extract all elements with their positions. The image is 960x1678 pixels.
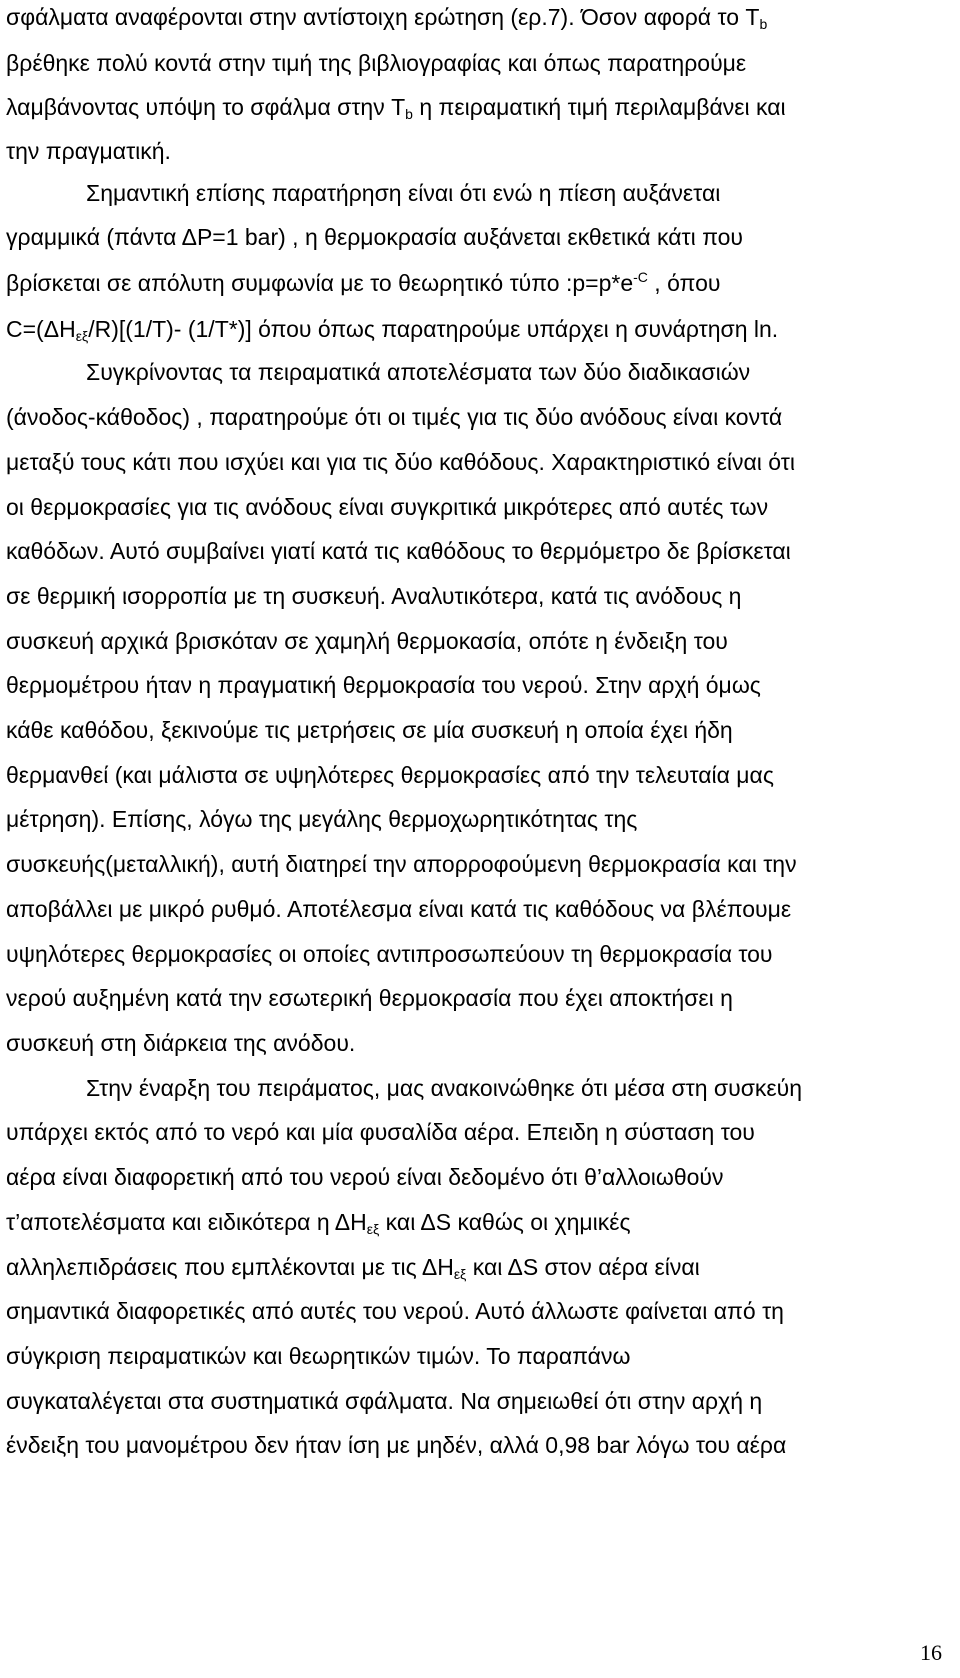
text-line: νερού αυξημένη κατά την εσωτερική θερμοκρασία που έχει αποκτήσει η xyxy=(6,985,733,1011)
text-line: μέτρηση). Επίσης, λόγω της μεγάλης θερμοχωρητικότητας της xyxy=(6,806,638,832)
text-line: οι θερμοκρασίες για τις ανόδους είναι συγκριτικά μικρότερες από αυτές των xyxy=(6,494,769,520)
text-line: υψηλότερες θερμοκρασίες οι οποίες αντιπροσωπεύουν τη θερμοκρασία του xyxy=(6,941,773,967)
text-line: $C=(\Delta H_{\varepsilon\xi}/R)[(1/T)-$ (1/T*)] όπου όπως παρατηρούμε υπάρχει η συνάρτηση ln. xyxy=(6,316,779,344)
text-line: (άνοδος-κάθοδος) , παρατηρούμε ότι οι τιμές για τις δύο ανόδους είναι κοντά xyxy=(6,404,783,430)
text-line: λαμβάνοντας υπόψη το σφάλμα στην $T_b$ η πειραματική τιμή περιλαμβάνει και xyxy=(6,94,786,122)
text-line: συσκευή στη διάρκεια της ανόδου. xyxy=(6,1030,356,1056)
text-line: συγκαταλέγεται στα συστηματικά σφάλματα. Να σημειωθεί ότι στην αρχή η xyxy=(6,1388,763,1414)
text-line: αέρα είναι διαφορετική από του νερού είναι δεδομένο ότι θ’αλλοιωθούν xyxy=(6,1164,724,1190)
text-line: τ’αποτελέσματα και ειδικότερα η $\Delta H_{\varepsilon\xi}$ και ΔS καθώς οι χημικές xyxy=(6,1209,631,1237)
text-line: αποβάλλει με μικρό ρυθμό. Αποτέλεσμα είναι κατά τις καθόδους να βλέπουμε xyxy=(6,896,792,922)
text-line: βρίσκεται σε απόλυτη συμφωνία με το θεωρητικό τύπο $:p=p*e^{-C}$ , όπου xyxy=(6,269,721,296)
text-line: αλληλεπιδράσεις που εμπλέκονται με τις $\Delta H_{\varepsilon\xi}$ και ΔS στον αέρα είναι xyxy=(6,1254,700,1282)
text-line: την πραγματική. xyxy=(6,138,171,164)
text-line: θερμομέτρου ήταν η πραγματική θερμοκρασία του νερού. Στην αρχή όμως xyxy=(6,672,761,698)
text-line: μεταξύ τους κάτι που ισχύει και για τις δύο καθόδους. Χαρακτηριστικό είναι ότι xyxy=(6,449,795,475)
text-line: υπάρχει εκτός από το νερό και μία φυσαλίδα αέρα. Επειδη η σύσταση του xyxy=(6,1119,755,1145)
paragraph-first-line: Στην έναρξη του πειράματος, μας ανακοινώθηκε ότι μέσα στη συσκεύη xyxy=(86,1075,803,1101)
text-line: βρέθηκε πολύ κοντά στην τιμή της βιβλιογραφίας και όπως παρατηρούμε xyxy=(6,50,747,76)
text-line: σε θερμική ισορροπία με τη συσκευή. Αναλυτικότερα, κατά τις ανόδους η xyxy=(6,583,742,609)
paragraph-first-line: Συγκρίνοντας τα πειραματικά αποτελέσματα των δύο διαδικασιών xyxy=(86,359,751,385)
page-number: 16 xyxy=(920,1640,942,1665)
text-line: σημαντικά διαφορετικές από αυτές του νερού. Αυτό άλλωστε φαίνεται από τη xyxy=(6,1298,784,1324)
text-line: σφάλματα αναφέρονται στην αντίστοιχη ερώτηση (ερ.7). Όσον αφορά το $T_b$ xyxy=(6,4,768,32)
text-line: ένδειξη του μανομέτρου δεν ήταν ίση με μηδέν, αλλά 0,98 bar λόγω του αέρα xyxy=(6,1432,787,1458)
text-line: θερμανθεί (και μάλιστα σε υψηλότερες θερμοκρασίες από την τελευταία μας xyxy=(6,762,774,788)
text-line: συσκευή αρχικά βρισκόταν σε χαμηλή θερμοκασία, οπότε η ένδειξη του xyxy=(6,628,728,654)
text-line: γραμμικά (πάντα ΔP=1 bar) , η θερμοκρασία αυξάνεται εκθετικά κάτι που xyxy=(6,224,743,250)
text-line: συσκευής(μεταλλική), αυτή διατηρεί την απορροφούμενη θερμοκρασία και την xyxy=(6,851,797,877)
text-line: κάθε καθόδου, ξεκινούμε τις μετρήσεις σε μία συσκευή η οποία έχει ήδη xyxy=(6,717,733,743)
paragraph-first-line: Σημαντική επίσης παρατήρηση είναι ότι ενώ η πίεση αυξάνεται xyxy=(86,180,721,206)
text-line: καθόδων. Αυτό συμβαίνει γιατί κατά τις καθόδους το θερμόμετρο δε βρίσκεται xyxy=(6,538,791,564)
text-line: σύγκριση πειραματικών και θεωρητικών τιμών. Το παραπάνω xyxy=(6,1343,631,1369)
